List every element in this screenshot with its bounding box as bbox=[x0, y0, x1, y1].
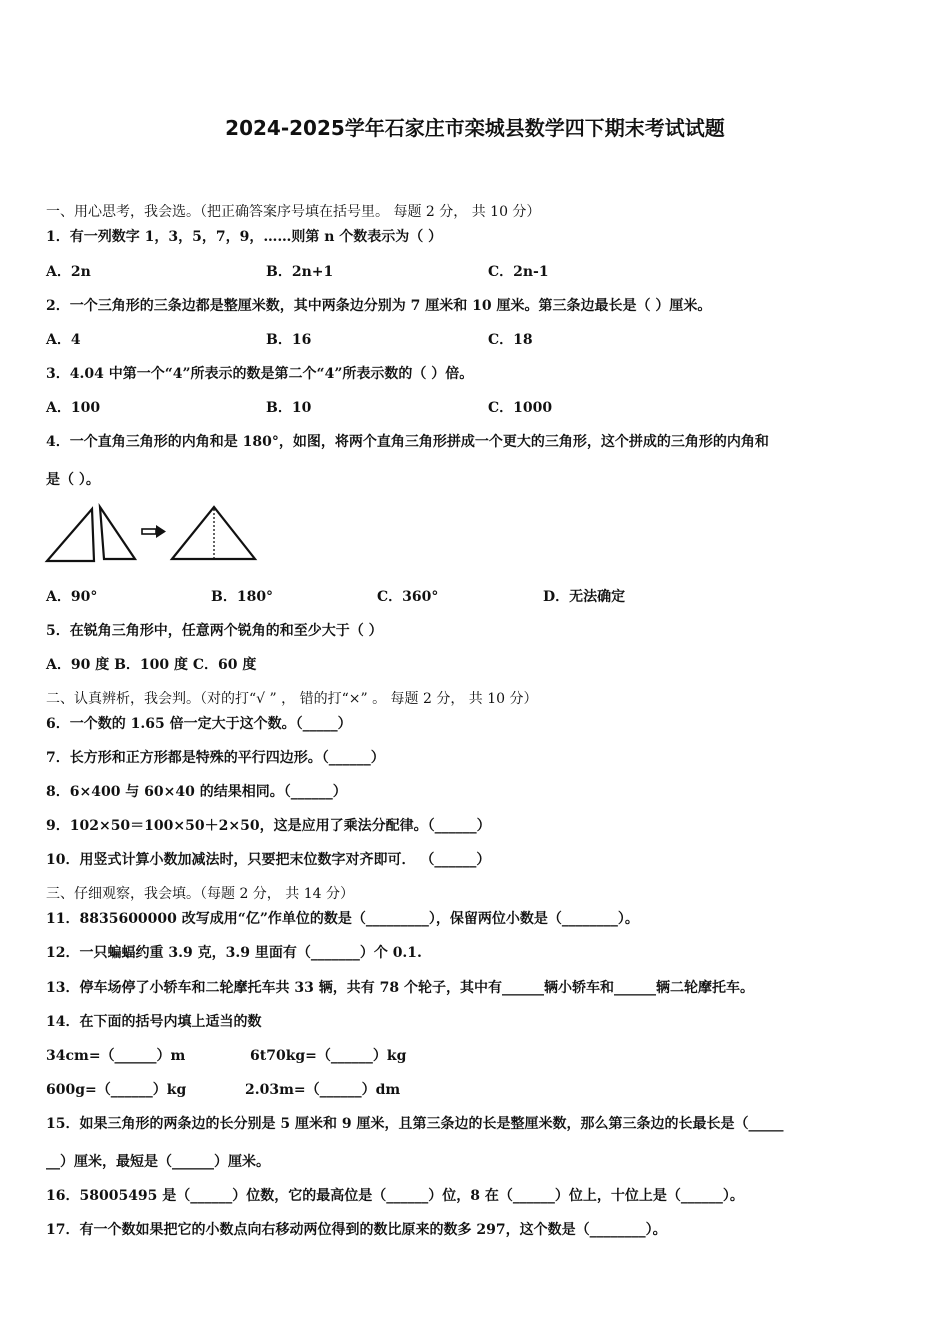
question-16: 16．58005495 是（______）位数，它的最高位是（______）位，8 在（______）位上，十位上是（______）。 bbox=[46, 1188, 744, 1204]
question-7: 7．长方形和正方形都是特殊的平行四边形。（______） bbox=[46, 750, 385, 766]
question-13: 13．停车场停了小轿车和二轮摩托车共 33 辆，共有 78 个轮子，其中有______辆小轿车和______辆二轮摩托车。 bbox=[46, 980, 754, 996]
question-17: 17．有一个数如果把它的小数点向右移动两位得到的数比原来的数多 297，这个数是（________）。 bbox=[46, 1222, 667, 1238]
q4-option-a: A．90° bbox=[46, 589, 98, 605]
arrow-icon bbox=[142, 525, 166, 538]
section-1-heading: 一、用心思考，我会选。（把正确答案序号填在括号里。 每题 2 分， 共 10 分） bbox=[46, 204, 541, 220]
q14-item-3: 600g=（______）kg bbox=[46, 1082, 187, 1098]
question-3: 3．4.04 中第一个“4”所表示的数是第二个“4”所表示数的（ ）倍。 bbox=[46, 366, 474, 382]
question-8: 8．6×400 与 60×40 的结果相同。（______） bbox=[46, 784, 347, 800]
question-1: 1．有一列数字 1，3，5，7，9，……则第 n 个数表示为（ ） bbox=[46, 229, 443, 245]
q4-option-c: C．360° bbox=[377, 589, 439, 605]
q14-item-4: 2.03m=（______）dm bbox=[245, 1082, 401, 1098]
q4-option-d: D．无法确定 bbox=[543, 589, 626, 605]
q5-options: A．90 度 B．100 度 C．60 度 bbox=[46, 657, 257, 673]
q2-option-c: C．18 bbox=[488, 332, 533, 348]
question-4-line-2: 是（ ）。 bbox=[46, 472, 100, 488]
question-11: 11．8835600000 改写成用“亿”作单位的数是（_________），保留两位小数是（________）。 bbox=[46, 911, 639, 927]
question-4-line-1: 4．一个直角三角形的内角和是 180°，如图，将两个直角三角形拼成一个更大的三角形，这个拼成的三角形的内角和 bbox=[46, 434, 769, 450]
question-15-line-2: __）厘米，最短是（______）厘米。 bbox=[46, 1154, 270, 1170]
right-triangle-right bbox=[100, 507, 135, 559]
question-15-line-1: 15．如果三角形的两条边的长分别是 5 厘米和 9 厘米，且第三条边的长是整厘米数，那么第三条边的长最长是（_____ bbox=[46, 1116, 784, 1132]
q3-option-a: A．100 bbox=[46, 400, 101, 416]
q1-option-c: C．2n-1 bbox=[488, 264, 549, 280]
q2-option-a: A．4 bbox=[46, 332, 81, 348]
q1-option-b: B．2n+1 bbox=[266, 264, 334, 280]
q14-item-2: 6t70kg=（______）kg bbox=[250, 1048, 407, 1064]
q3-option-b: B．10 bbox=[266, 400, 312, 416]
question-9: 9．102×50＝100×50＋2×50，这是应用了乘法分配律。（______） bbox=[46, 818, 491, 834]
question-2: 2．一个三角形的三条边都是整厘米数，其中两条边分别为 7 厘米和 10 厘米。第三条边最长是（ ）厘米。 bbox=[46, 298, 712, 314]
question-14: 14．在下面的括号内填上适当的数 bbox=[46, 1014, 262, 1030]
q3-option-c: C．1000 bbox=[488, 400, 553, 416]
question-5: 5．在锐角三角形中，任意两个锐角的和至少大于（ ） bbox=[46, 623, 383, 639]
q4-option-b: B．180° bbox=[211, 589, 274, 605]
section-2-heading: 二、认真辨析，我会判。（对的打“√ ” ， 错的打“×” 。 每题 2 分， 共 10 分） bbox=[46, 691, 538, 707]
q1-option-a: A．2n bbox=[46, 264, 91, 280]
section-3-heading: 三、仔细观察，我会填。（每题 2 分， 共 14 分） bbox=[46, 886, 354, 902]
q14-item-1: 34cm=（______）m bbox=[46, 1048, 186, 1064]
right-triangle-left bbox=[47, 509, 94, 561]
question-6: 6．一个数的 1.65 倍一定大于这个数。（_____） bbox=[46, 716, 352, 732]
question-10: 10．用竖式计算小数加减法时，只要把末位数字对齐即可． （______） bbox=[46, 852, 491, 868]
triangle-figure bbox=[44, 503, 262, 565]
q2-option-b: B．16 bbox=[266, 332, 312, 348]
question-12: 12．一只蝙蝠约重 3.9 克，3.9 里面有（_______）个 0.1. bbox=[46, 945, 422, 961]
page-title: 2024-2025学年石家庄市栾城县数学四下期末考试试题 bbox=[225, 116, 725, 140]
